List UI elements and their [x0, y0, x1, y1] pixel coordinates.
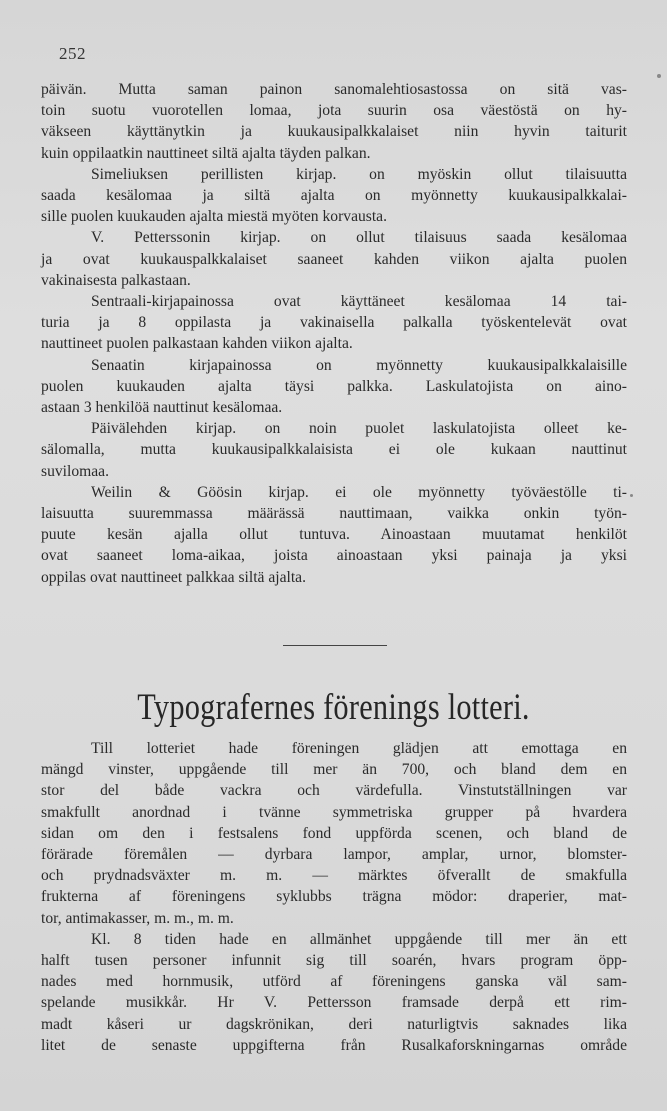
text-line: oppilas ovat nauttineet palkkaa siltä ajalta.	[41, 568, 307, 586]
text-line: smakfullt anordnad i tvänne symmetriska grupper på hvardera	[41, 803, 627, 821]
text-line: sälomalla, mutta kuukausipalkkalaisista ei ole kukaan nauttinut	[41, 441, 627, 459]
text-line: och prydnadsväxter m. m. — märktes öfverallt de smakfulla	[41, 867, 627, 885]
text-line: spelande musikkår. Hr V. Pettersson framsade derpå ett rim-	[41, 994, 627, 1012]
text-line: halft tusen personer infunnit sig till soarén, hvars program öpp-	[41, 952, 627, 970]
text-line: ovat saaneet loma-aikaa, joista ainoastaan yksi painaja ja yksi	[41, 547, 627, 565]
section-divider	[283, 645, 387, 646]
text-line: kuin oppilaatkin nauttineet siltä ajalta täyden palkan.	[41, 144, 371, 162]
text-line: Till lotteriet hade föreningen glädjen att emottaga en	[91, 740, 627, 757]
section-heading: Typografernes förenings lotteri.	[137, 687, 530, 728]
text-line: tor, antimakasser, m. m., m. m.	[41, 909, 234, 927]
text-line: turia ja 8 oppilasta ja vakinaisella palkalla työskentelevät ovat	[41, 314, 627, 332]
text-line: toin suotu vuorotellen lomaa, jota suurin osa väestöstä on hy-	[41, 102, 627, 120]
text-line: Kl. 8 tiden hade en allmänhet uppgående till mer än ett	[91, 930, 627, 948]
text-line: Sentraali-kirjapainossa ovat käyttäneet kesälomaa 14 tai-	[91, 293, 627, 311]
text-line: väkseen käyttänytkin ja kuukausipalkkalaiset niin hyvin taiturit	[41, 123, 627, 141]
text-line: Simeliuksen perillisten kirjap. on myöskin ollut tilaisuutta	[91, 165, 627, 183]
body-text-section-1	[41, 79, 627, 588]
text-line: sille puolen kuukauden ajalta miestä myöten korvausta.	[41, 208, 388, 226]
text-line: laisuutta suuremmassa määrässä nauttimaan, vaikka onkin työn-	[41, 505, 627, 523]
scan-speck	[657, 74, 661, 78]
text-line: litet de senaste uppgifterna från Rusalkaforskningarnas område	[41, 1036, 627, 1054]
text-line: saada kesälomaa ja siltä ajalta on myönnetty kuukausipalkkalai-	[41, 187, 627, 205]
text-line: mängd vinster, uppgående till mer än 700, och bland dem en	[41, 761, 627, 779]
text-line: puute kesän ajalla ollut tuntuva. Ainoastaan muutamat henkilöt	[41, 526, 627, 544]
text-line: puolen kuukauden ajalta täysi palkka. Laskulatojista on aino-	[41, 377, 627, 395]
body-text-section-2	[41, 738, 627, 1056]
text-line: madt kåseri ur dagskrönikan, deri naturligtvis saknades lika	[41, 1015, 627, 1033]
page-number: 252	[59, 44, 86, 63]
scan-speck	[630, 494, 633, 497]
text-line: förärade föremålen — dyrbara lampor, amplar, urnor, blomster-	[41, 846, 627, 864]
text-line: Päivälehden kirjap. on noin puolet laskulatojista olleet ke-	[91, 420, 627, 438]
text-line: suvilomaa.	[41, 462, 109, 480]
text-line: stor del både vackra och värdefulla. Vinstutställningen var	[41, 782, 627, 800]
text-line: nades med hornmusik, utförd af föreningens ganska väl sam-	[41, 973, 627, 991]
text-line: päivän. Mutta saman painon sanomalehtiosastossa on sitä vas-	[41, 81, 627, 98]
text-line: frukterna af föreningens syklubbs trägna mödor: draperier, mat-	[41, 888, 627, 906]
text-line: vakinaisesta palkastaan.	[41, 271, 191, 289]
text-line: V. Petterssonin kirjap. on ollut tilaisuus saada kesälomaa	[91, 229, 627, 247]
text-line: astaan 3 henkilöä nauttinut kesälomaa.	[41, 399, 283, 417]
text-line: nauttineet puolen palkastaan kahden viikon ajalta.	[41, 335, 353, 353]
text-line: Senaatin kirjapainossa on myönnetty kuukausipalkkalaisille	[91, 356, 627, 374]
text-line: Weilin & Göösin kirjap. ei ole myönnetty työväestölle ti-	[91, 483, 627, 501]
text-line: ja ovat kuukauspalkkalaiset saaneet kahden viikon ajalta puolen	[41, 250, 627, 268]
text-line: sidan om den i festsalens fond uppförda scenen, och bland de	[41, 824, 627, 842]
